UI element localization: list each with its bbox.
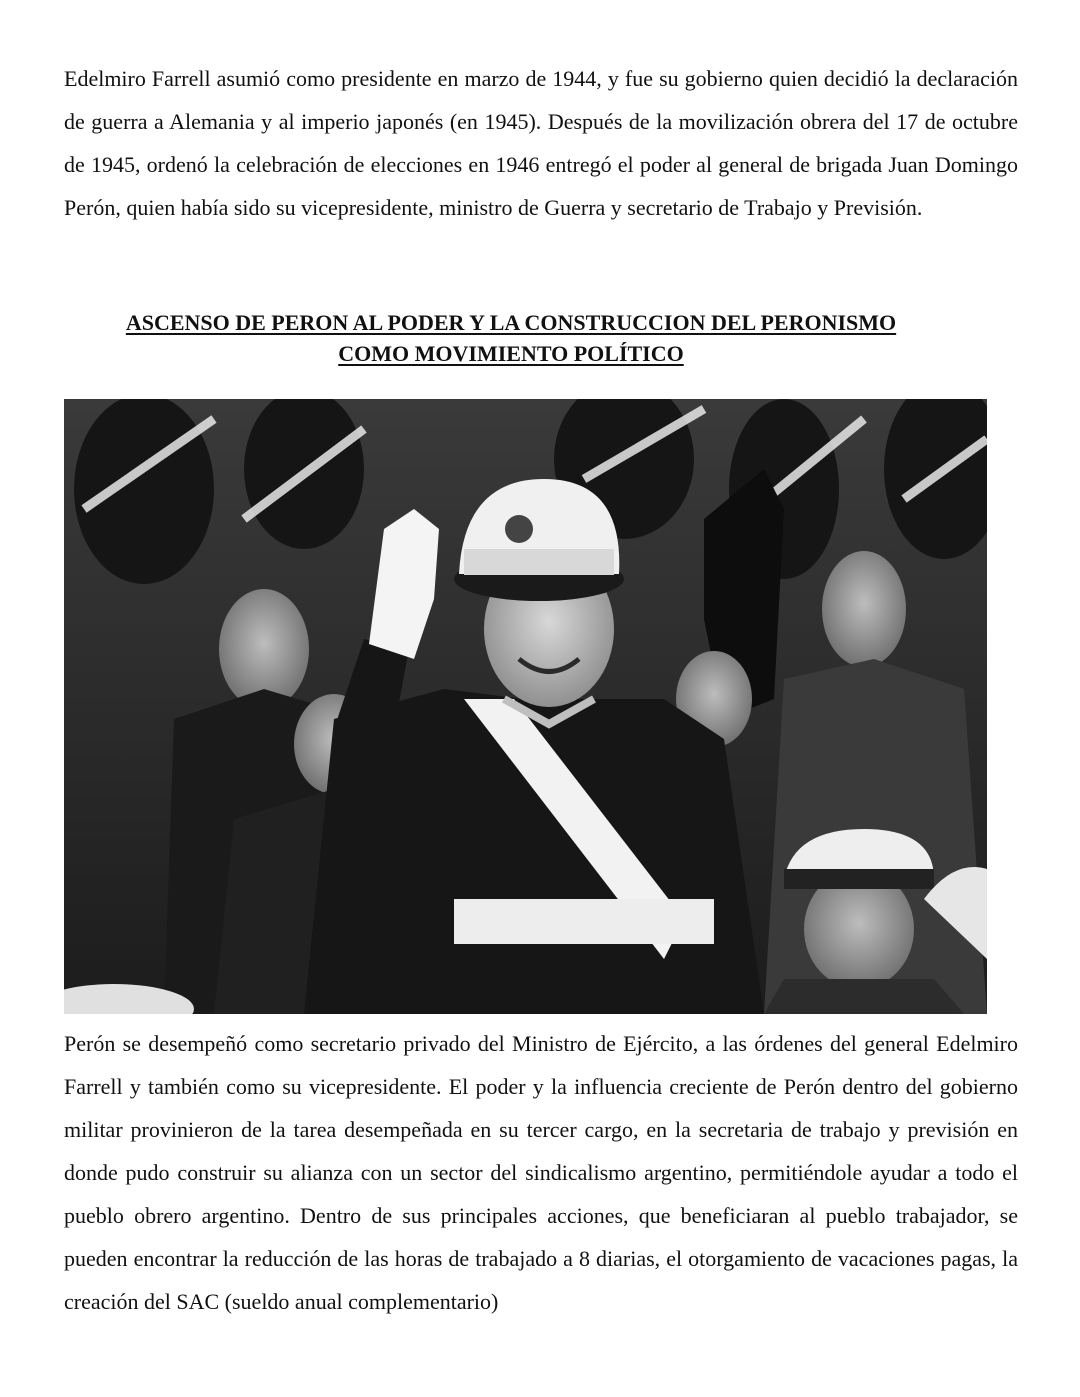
intro-paragraph: Edelmiro Farrell asumió como presidente en marzo de 1944, y fue su gobierno quien decidió la declaración de guerra a Alemania y al imperio japonés (en 1945). Después de la movilización obrera del 17 de octubre de 1945, ordenó la celebración de elecciones en 1946 entregó el poder al general de brigada Juan Domingo Perón, quien había sido su vicepresidente, ministro de Guerra y secretario de Trabajo y Previsión.	[64, 66, 1018, 220]
section-heading	[64, 307, 958, 369]
section-heading-line1: ASCENSO DE PERON AL PODER Y LA CONSTRUCCION DEL PERONISMO	[125, 310, 897, 335]
section-heading-line2: COMO MOVIMIENTO POLÍTICO	[338, 341, 684, 366]
historical-photo	[64, 399, 987, 1014]
body-paragraph: Perón se desempeñó como secretario privado del Ministro de Ejército, a las órdenes del general Edelmiro Farrell y también como su vicepresidente. El poder y la influencia creciente de Perón dentro del gobierno militar provinieron de la tarea desempeñada en su tercer cargo, en la secretaria de trabajo y previsión en donde pudo construir su alianza con un sector del sindicalismo argentino, permitiéndole ayudar a todo el pueblo obrero argentino. Dentro de sus principales acciones, que beneficiaran al pueblo trabajador, se pueden encontrar la reducción de las horas de trabajado a 8 diarias, el otorgamiento de vacaciones pagas, la creación del SAC (sueldo anual complementario)	[64, 1031, 1018, 1314]
